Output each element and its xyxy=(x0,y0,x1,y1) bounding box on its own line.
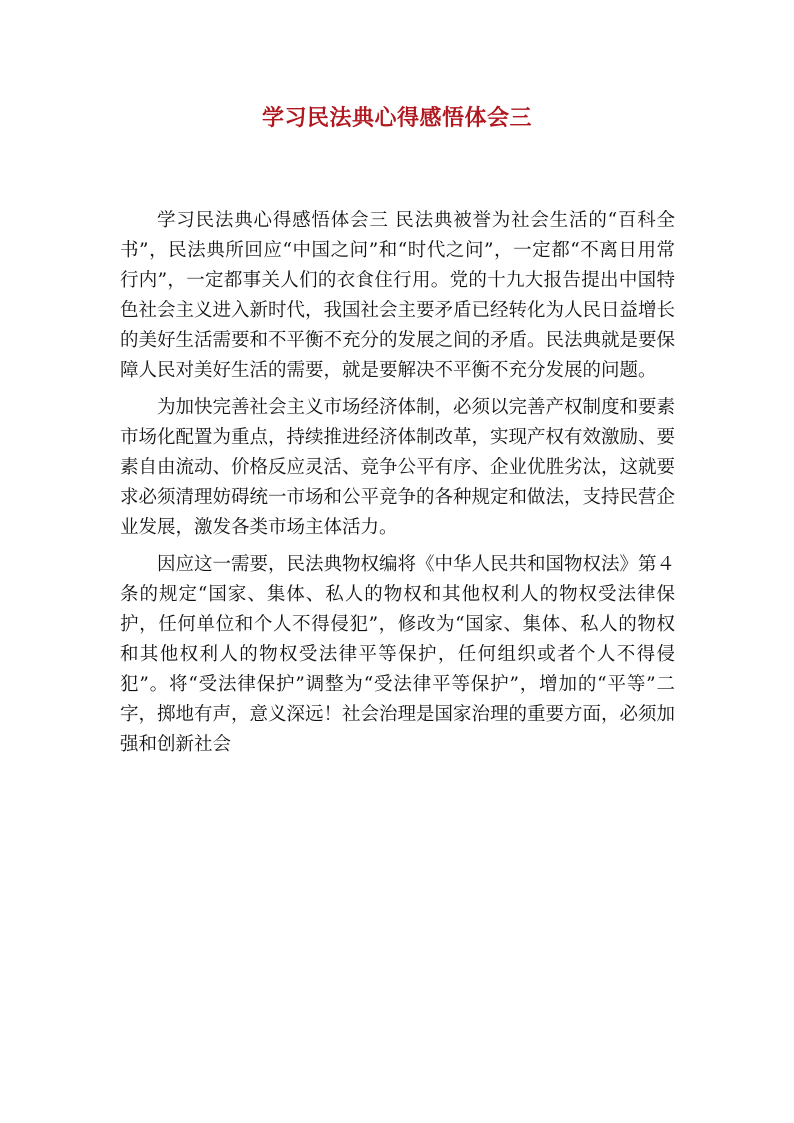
document-title: 学习民法典心得感悟体会三 xyxy=(261,105,532,131)
document-body xyxy=(120,206,675,767)
paragraph-1: 学习民法典心得感悟体会三 民法典被誉为社会生活的“百科全书”，民法典所回应“中国之问”和“时代之问”，一定都“不离日用常行内”，一定都事关人们的衣食住行用。党的十九大报告提出中国特色社会主义进入新时代，我国社会主要矛盾已经转化为人民日益增长的美好生活需要和不平衡不充分的发展之间的矛盾。民法典就是要保障人民对美好生活的需要，就是要解决不平衡不充分发展的问题。 xyxy=(120,210,676,381)
paragraph-2: 为加快完善社会主义市场经济体制，必须以完善产权制度和要素市场化配置为重点，持续推进经济体制改革，实现产权有效激励、要素自由流动、价格反应灵活、竞争公平有序、企业优胜劣汰，这就要求必须清理妨碍统一市场和公平竞争的各种规定和做法，支持民营企业发展，激发各类市场主体活力。 xyxy=(120,397,676,538)
paragraph-3: 因应这一需要，民法典物权编将《中华人民共和国物权法》第４条的规定“国家、集体、私人的物权和其他权利人的物权受法律保护，任何单位和个人不得侵犯”，修改为“国家、集体、私人的物权和其他权利人的物权受法律平等保护，任何组织或者个人不得侵犯”。将“受法律保护”调整为“受法律平等保护”，增加的“平等”二字，掷地有声，意义深远！社会治理是国家治理的重要方面，必须加强和创新社会 xyxy=(120,554,676,755)
